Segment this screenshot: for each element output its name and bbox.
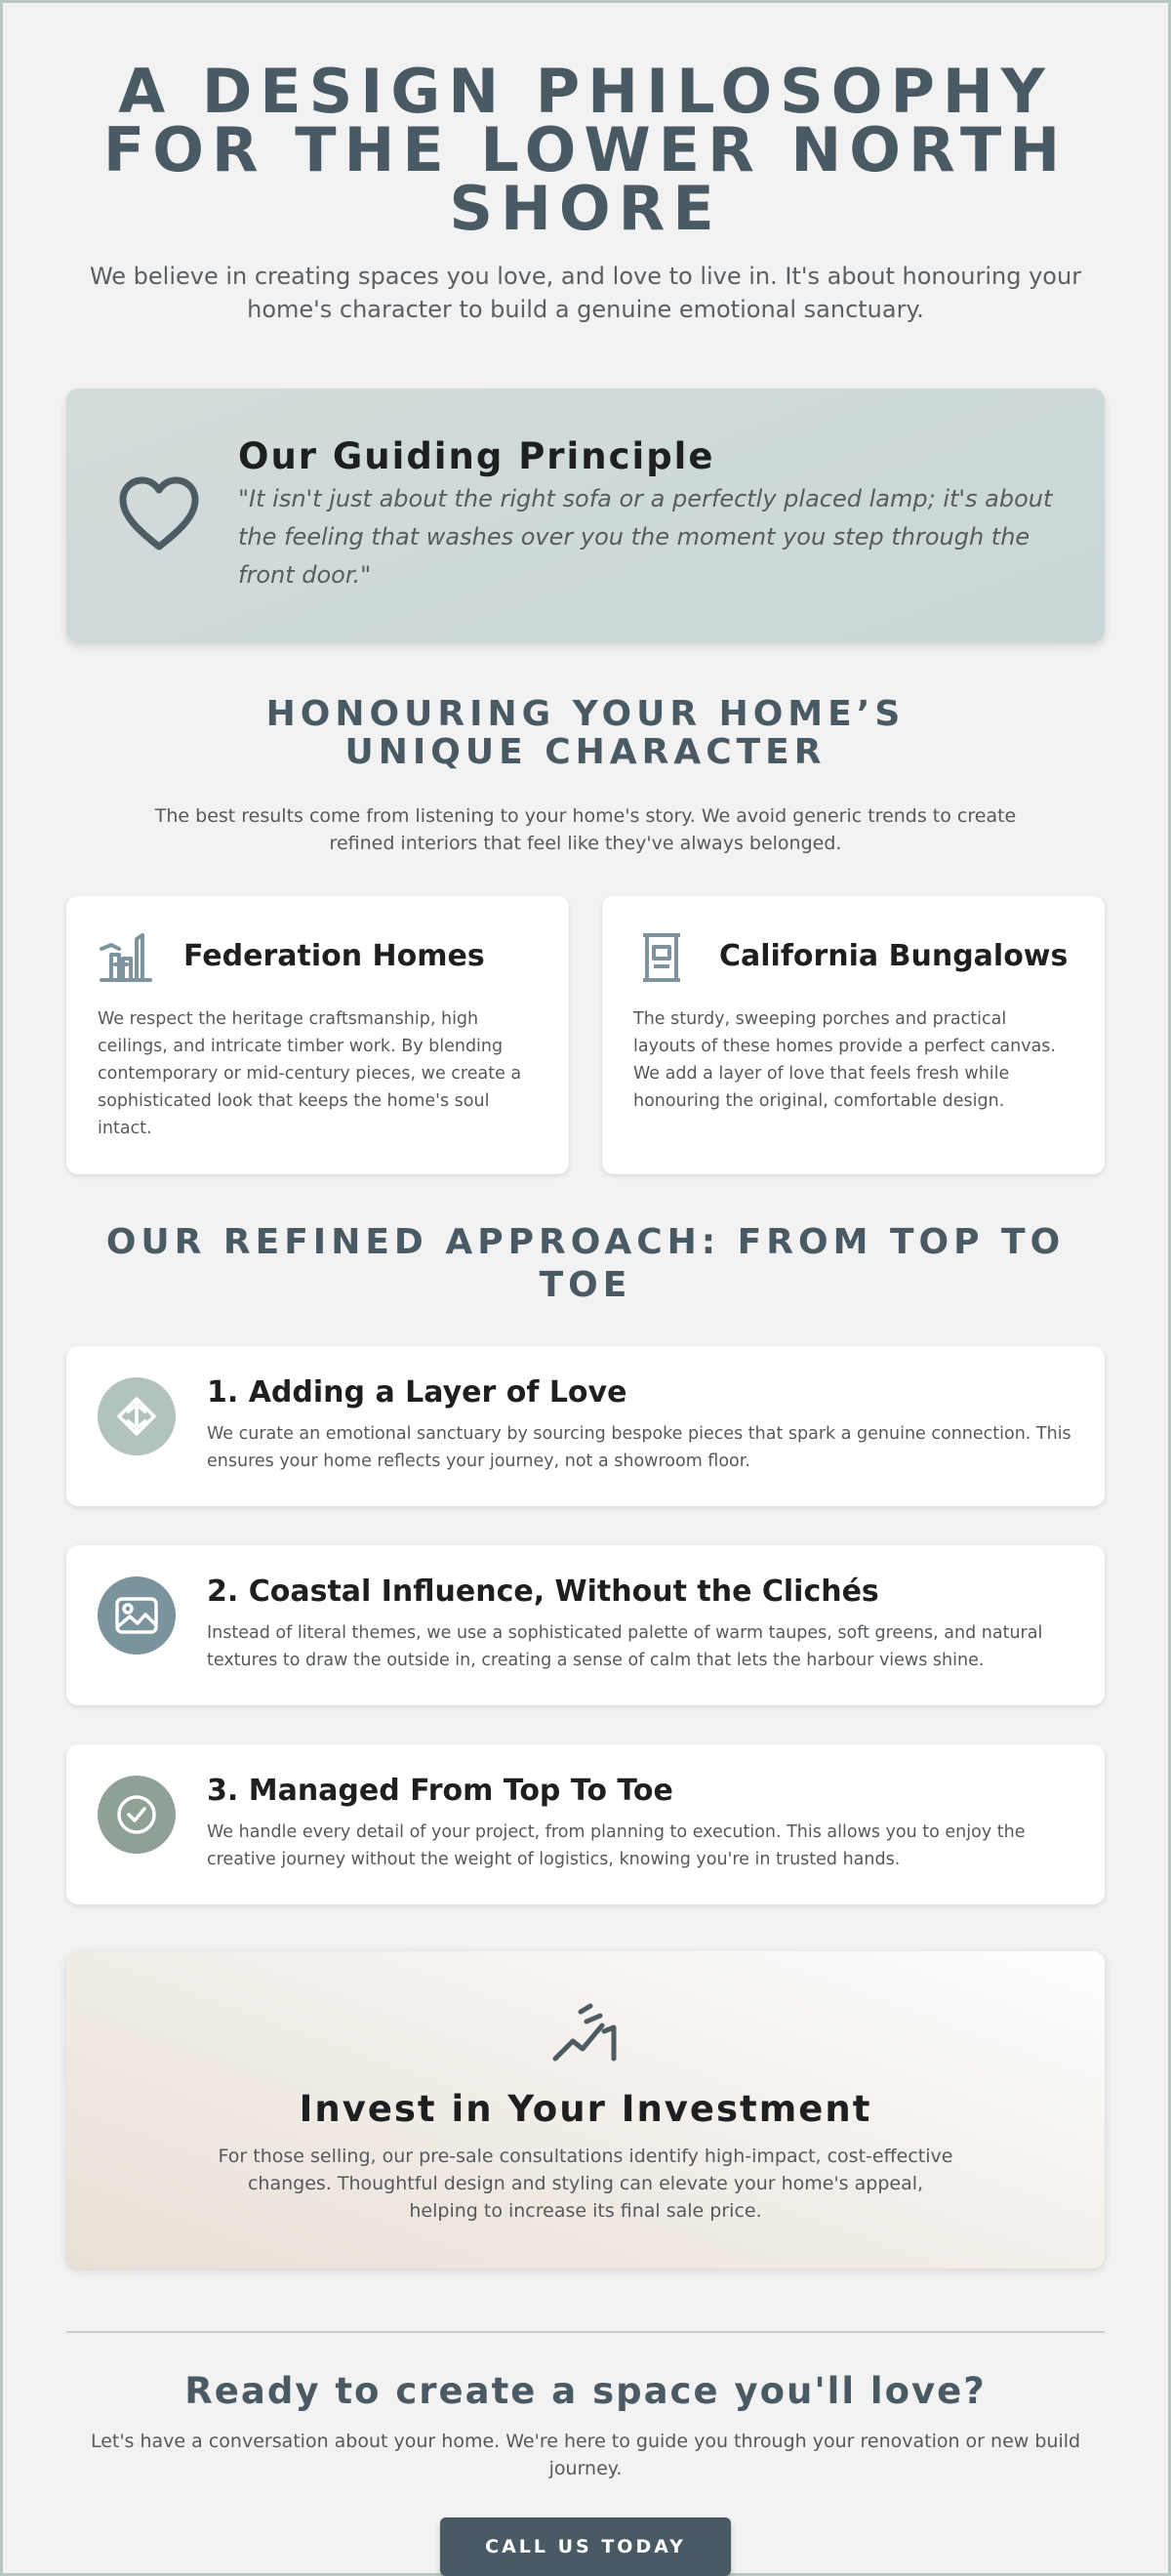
diamond-icon (115, 1395, 158, 1438)
heritage-home-icon (98, 929, 154, 986)
call-us-button[interactable]: CALL US TODAY (440, 2517, 731, 2576)
honouring-subtitle: The best results come from listening to your home's story. We avoid generic trends to create refined interiors that feel like they've always belonged. (154, 805, 1017, 854)
step-text: Instead of literal themes, we use a sophisticated palette of warm taupes, soft greens, and natural textures to draw the outside in, creating a sense of calm that lets the harbour views shine. (207, 1623, 1043, 1670)
principle-quote: "It isn't just about the right sofa or a perfectly placed lamp; it's about the feeling that washes over you the moment you step through the front door." (238, 485, 1053, 589)
step-text: We handle every detail of your project, from planning to execution. This allows you to enjoy the creative journey without the weight of logistics, knowing you're in trusted hands. (207, 1822, 1026, 1869)
step-title: 1. Adding a Layer of Love (207, 1375, 627, 1410)
card-federation-homes (66, 896, 569, 1174)
page-content (66, 0, 1105, 2576)
heart-icon (117, 474, 201, 552)
image-icon (114, 1596, 159, 1635)
home-style-cards (66, 896, 1105, 1174)
step-badge (98, 1776, 176, 1854)
cta-subtitle: Let's have a conversation about your home. We're here to guide you through your renovation or new build journey. (90, 2431, 1081, 2479)
bungalow-door-icon (633, 929, 690, 986)
step-text: We curate an emotional sanctuary by sourcing bespoke pieces that spark a genuine connection. This ensures your home reflects your journey, not a showroom floor. (207, 1424, 1071, 1471)
card-text: The sturdy, sweeping porches and practical layouts of these homes provide a perfect canvas. We add a layer of love that feels fresh while honouring the original, comfortable design. (633, 1009, 1056, 1111)
trending-up-icon (551, 2002, 622, 2063)
honouring-title: HONOURING YOUR HOME’S UNIQUE CHARACTER (265, 694, 906, 772)
step-badge (98, 1576, 176, 1655)
invest-card (66, 1951, 1105, 2269)
principle-title: Our Guiding Principle (238, 435, 715, 477)
card-title: California Bungalows (719, 939, 1069, 973)
approach-step-1 (66, 1346, 1105, 1506)
guiding-principle-card (66, 388, 1105, 642)
section-divider (66, 2331, 1105, 2333)
approach-step-3 (66, 1744, 1105, 1904)
approach-step-2 (66, 1545, 1105, 1705)
cta-title: Ready to create a space you'll love? (184, 2370, 987, 2412)
step-badge (98, 1377, 176, 1455)
invest-text: For those selling, our pre-sale consultations identify high-impact, cost-effective changes. Thoughtful design and styling can elevate your home's appeal, helping to increase its final sale price. (218, 2146, 953, 2222)
card-text: We respect the heritage craftsmanship, high ceilings, and intricate timber work. By blending contemporary or mid-century pieces, we create a sophisticated look that keeps the home's soul intact. (98, 1009, 522, 1138)
step-title: 3. Managed From Top To Toe (207, 1774, 673, 1808)
page-subtitle: We believe in creating spaces you love, and love to live in. It's about honouring your home's character to build a genuine emotional sanctuary. (89, 263, 1082, 323)
step-title: 2. Coastal Influence, Without the Clichés (207, 1574, 879, 1609)
invest-title: Invest in Your Investment (299, 2088, 872, 2130)
check-circle-icon (115, 1793, 158, 1836)
page-title: A DESIGN PHILOSOPHY FOR THE LOWER NORTH SHORE (102, 56, 1069, 244)
approach-title: OUR REFINED APPROACH: FROM TOP TO TOE (105, 1222, 1066, 1305)
card-california-bungalows (602, 896, 1105, 1174)
card-title: Federation Homes (183, 939, 485, 973)
